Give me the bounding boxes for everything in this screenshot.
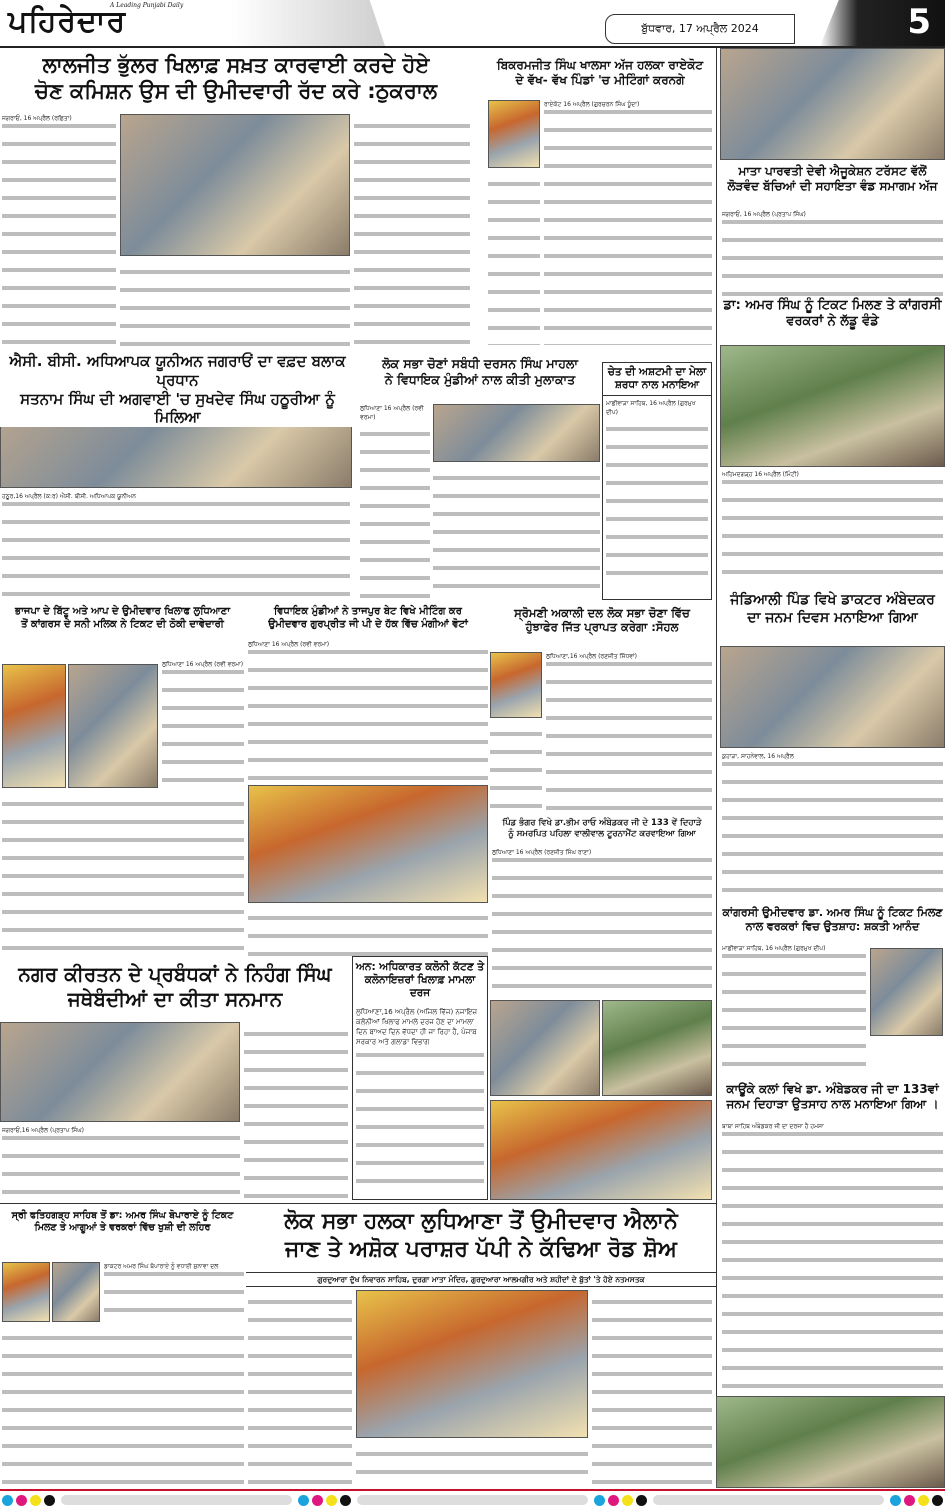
gray-bar xyxy=(357,1495,588,1505)
article-body xyxy=(722,944,866,1078)
portrait-photo xyxy=(52,1262,100,1322)
registration-strip xyxy=(0,1493,945,1507)
dateline: ਲੁਧਿਆਣਾ,16 ਅਪ੍ਰੈਲ (ਰਣਜੀਤ ਸਿੱਧਵਾਂ) xyxy=(546,652,712,662)
gray-bar xyxy=(653,1495,884,1505)
headline xyxy=(490,818,714,839)
headline-line: ਐਸੀ. ਬੀਸੀ. ਅਧਿਆਪਕ ਯੂਨੀਅਨ ਜਗਰਾਓਂ ਦਾ ਵਫ਼ਦ ਬਲਾਕ ਪ੍ਰਧਾਨ xyxy=(9,352,346,389)
headline-line: ਵਿਧਾਇਕ ਮੁੰਡੀਆਂ ਨੇ ਤਾਜਪੁਰ ਬੇਟ ਵਿਖੇ ਮੀਟਿੰਗ ਕਰ xyxy=(274,606,462,617)
headline-line: ਚੇਤ ਦੀ ਅਸ਼ਟਮੀ ਦਾ ਮੇਲਾ xyxy=(607,366,707,378)
dateline: ਜਗਰਾਓਂ, 16 ਅਪ੍ਰੈਲ (ਪ੍ਰਤਾਪ ਸਿੰਘ) xyxy=(722,210,943,220)
dateline: ਰਾਏਕੋਟ 16 ਅਪ੍ਰੈਲ (ਗੁਰਚਰਨ ਸਿੰਘ ਧੂੰਦਾ) xyxy=(544,100,712,110)
headline-line: ਲੋਕ ਸਭਾ ਹਲਕਾ ਲੁਧਿਆਣਾ ਤੋਂ ਉਮੀਦਵਾਰ ਐਲਾਨੇ xyxy=(284,1209,678,1234)
dateline: ਲੁਧਿਆਣਾ,16 ਅਪ੍ਰੈਲ (ਅਜਿਲ ਵਿੱਜ) ਨਜਾਇਜ਼ ਕਲੋਨੀਆਂ ਖਿਲਾਫ ਮਾਮਲੇ ਦਰਜ ਹੋਣ ਦਾ ਮਾਮਲਾ ਦਿਨ ਬਾਅਦ ਦਿਨ ਵੱਧਦਾ ਹੀ ਜਾ ਰਿਹਾ ਹੈ, ਪੰਜਾਬ ਸਰਕਾਰ ਅਤੇ ਗਲਾਡਾ ਵਿਭਾਗ xyxy=(356,1007,484,1048)
article-body xyxy=(606,399,708,584)
headline-line: ਉਮੀਦਵਾਰ ਗੁਰਪ੍ਰੀਤ ਜੀ ਪੀ ਦੇ ਹੱਕ ਵਿੱਚ ਮੰਗੀਆਂ ਵੋਟਾਂ xyxy=(268,618,468,630)
color-registration-marks xyxy=(890,1495,943,1506)
headline-line: ਪਿੰਡ ਭੰਗਰ ਵਿਖੇ ਡਾ.ਭੀਮ ਰਾਓ ਅੰਬੇਡਕਰ ਜੀ ਦੇ 133 ਵੇਂ ਦਿਹਾੜੇ xyxy=(502,818,702,828)
news-photo xyxy=(433,404,600,462)
headline xyxy=(0,606,245,631)
news-photo xyxy=(720,345,945,467)
headline-line: ਦੇ ਵੱਖ- ਵੱਖ ਪਿੰਡਾਂ 'ਚ ਮੀਟਿੰਗਾਂ ਕਰਨਗੇ xyxy=(515,73,685,87)
section-divider xyxy=(0,1203,716,1204)
headline xyxy=(0,962,350,1012)
headline xyxy=(353,957,487,1004)
dateline: ਹਠੂਰ,16 ਅਪ੍ਰੈਲ (ਕ:ਰ) ਐਸੀ. ਬੀਸੀ. ਅਧਿਆਪਕ ਯੂਨੀਅਨ xyxy=(2,492,350,502)
headline-line: ਲੋੜਵੰਦ ਬੱਚਿਆਂ ਦੀ ਸਹਾਇਤਾ ਵੰਡ ਸਮਾਗਮ ਅੱਜ xyxy=(727,179,938,193)
headline-line: ਭਾਜਪਾ ਦੇ ਬਿੱਟੂ ਅਤੇ ਆਪ ਦੇ ਉਮੀਦਵਾਰ ਖਿਲਾਫ ਲੁਧਿਆਣਾ xyxy=(14,606,231,617)
dateline: ਜਗਰਾਓਂ, 16 ਅਪ੍ਰੈਲ (ਰਛਿਤਾ) xyxy=(2,114,116,124)
article-body xyxy=(488,172,540,345)
headline-line: ਨੇ ਵਿਧਾਇਕ ਮੁੰਡੀਆਂ ਨਾਲ ਕੀਤੀ ਮੁਲਾਕਾਤ xyxy=(384,371,576,387)
headline-line: ਨਾਲ ਵਰਕਰਾਂ ਵਿਚ ਉਤਸ਼ਾਹ: ਸ਼ਕਤੀ ਆਨੰਦ xyxy=(745,919,920,933)
article-body xyxy=(360,404,430,600)
article-body xyxy=(354,114,470,346)
portrait-photo xyxy=(2,1262,50,1322)
article-body xyxy=(104,1262,244,1322)
news-photo xyxy=(490,1100,712,1200)
article-illegal-colony xyxy=(352,956,488,1200)
news-photo xyxy=(716,1396,945,1488)
news-photo xyxy=(68,664,158,788)
headline-line: ਨੂੰ ਸਮਰਪਿਤ ਪਹਿਲਾ ਵਾਲੀਵਾਲ ਟੂਰਨਾਮੈਂਟ ਕਰਵਾਇਆ ਗਿਆ xyxy=(508,828,696,839)
article-body xyxy=(722,1122,943,1394)
portrait-photo xyxy=(490,652,542,718)
issue-date: ਬੁੱਧਵਾਰ, 17 ਅਪ੍ਰੈਲ 2024 xyxy=(605,14,795,44)
news-photo xyxy=(602,1000,712,1096)
news-photo xyxy=(2,664,66,788)
dateline: ਜਗਰਾਓਂ,16 ਅਪ੍ਰੈਲ (ਪ੍ਰਤਾਪ ਸਿੰਘ) xyxy=(2,1126,240,1136)
news-photo xyxy=(120,114,350,256)
article-body xyxy=(248,906,488,956)
headline xyxy=(0,1210,245,1234)
headline xyxy=(246,1208,716,1263)
portrait-photo xyxy=(870,948,943,1036)
headline xyxy=(720,906,945,934)
headline-line: ਬਿਕਰਮਜੀਤ ਸਿੰਘ ਖਾਲਸਾ ਅੱਜ ਹਲਕਾ ਰਾਏਕੋਟ xyxy=(496,58,704,72)
headline xyxy=(603,363,711,396)
article-body xyxy=(492,848,712,998)
headline-line: ਸ਼ਰਧਾ ਨਾਲ ਮਨਾਇਆ xyxy=(614,379,700,392)
news-photo xyxy=(490,1000,600,1096)
article-body xyxy=(244,1022,348,1198)
article-body xyxy=(356,1442,588,1486)
headline-line: ਦਾ ਜਨਮ ਦਿਵਸ ਮਨਾਇਆ ਗਿਆ xyxy=(747,609,918,626)
article-body xyxy=(2,1326,244,1486)
dateline: ਲੁਧਿਆਣਾ 16 ਅਪ੍ਰੈਲ (ਰਵੀ ਵਰਮਾ) xyxy=(360,404,430,423)
article-body xyxy=(162,660,244,788)
page-number: 5 xyxy=(907,2,931,42)
headline xyxy=(720,298,945,331)
headline-line: ਮਾਤਾ ਪਾਰਵਤੀ ਦੇਵੀ ਐਜੂਕੇਸ਼ਨ ਟਰੱਸਟ ਵੱਲੋਂ xyxy=(738,164,927,178)
article-body xyxy=(248,640,488,782)
news-photo xyxy=(720,48,945,160)
article-body xyxy=(433,466,600,600)
color-registration-marks xyxy=(594,1495,647,1506)
article-body xyxy=(722,210,943,296)
article-body xyxy=(356,1007,484,1187)
masthead xyxy=(0,0,945,48)
headline-line: ਸ੍ਰੀ ਫਤਿਹਗੜ੍ਹ ਸਾਹਿਬ ਤੋਂ ਡਾ: ਅਮਰ ਸਿੰਘ ਬੋਪਾਰਾਏ ਨੂੰ ਟਿਕਟ xyxy=(11,1210,234,1221)
headline xyxy=(720,164,945,194)
article-body xyxy=(722,470,943,588)
headline xyxy=(486,58,714,88)
footer-rule xyxy=(0,1489,945,1491)
news-photo xyxy=(488,100,540,168)
dateline: ਲੁਧਿਆਣਾ 16 ਅਪ੍ਰੈਲ (ਰਵੀ ਵਰਮਾ) xyxy=(248,640,488,650)
news-photo xyxy=(248,785,488,903)
article-body xyxy=(490,722,542,812)
dateline: ਅਹਿਮਦਗੜ੍ਹ 16 ਅਪ੍ਰੈਲ (ਮਿੰਟੀ) xyxy=(722,470,943,480)
headline-line: ਅਨ: ਅਧਿਕਾਰਤ ਕਲੋਨੀ ਕੱਟਣ ਤੇ xyxy=(355,961,485,973)
article-body xyxy=(2,114,116,346)
tagline: A Leading Punjabi Daily xyxy=(110,2,184,9)
headline-line: ਚੋਣ ਕਮਿਸ਼ਨ ਉਸ ਦੀ ਉਮੀਦਵਾਰੀ ਰੱਦ ਕਰੇ :ਠੁਕਰਾਲ xyxy=(34,79,438,104)
dateline: ਲੁਧਿਆਣਾ 16 ਅਪ੍ਰੈਲ (ਰਣਜੀਤ ਸਿੰਘ ਰਾਣਾ) xyxy=(492,848,712,858)
headline-line: ਸਤਨਾਮ ਸਿੰਘ ਦੀ ਅਗਵਾਈ 'ਚ ਸੁਖਦੇਵ ਸਿੰਘ ਹਠੂਰੀਆ ਨੂੰ ਮਿਲਿਆ xyxy=(20,389,335,427)
color-registration-marks xyxy=(2,1495,55,1506)
article-body xyxy=(248,1290,352,1486)
article-body xyxy=(2,792,244,952)
headline xyxy=(0,52,472,105)
subheadline: ਗੁਰਦੁਆਰਾ ਦੁੱਖ ਨਿਵਾਰਨ ਸਾਹਿਬ, ਦੁਰਗਾ ਮਾਤਾ ਮੰਦਿਰ, ਗੁਰਦੁਆਰਾ ਆਲਮਗੀਰ ਅਤੇ ਸ਼ਹੀਦਾਂ ਦੇ ਬੁੱਤਾਂ 'ਤੇ ਹੋਏ ਨਤਮਸਤਕ xyxy=(246,1272,716,1287)
headline-line: ਕਲੋਨਾਇਜ਼ਰਾਂ ਖਿਲਾਫ਼ ਮਾਮਲਾ ਦਰਜ xyxy=(364,974,476,1000)
headline-line: ਲਾਲਜੀਤ ਭੁੱਲਰ ਖਿਲਾਫ਼ ਸਖ਼ਤ ਕਾਰਵਾਈ ਕਰਦੇ ਹੋਏ xyxy=(42,53,430,77)
article-body xyxy=(546,652,712,812)
article-chet-ashtami xyxy=(602,362,712,600)
article-body xyxy=(722,752,943,904)
headline-line: ਸ੍ਰੋਮਣੀ ਅਕਾਲੀ ਦਲ ਲੋਕ ਸਭਾ ਚੋਣਾ ਵਿੱਚ xyxy=(514,606,690,620)
dateline: ਡਾਕਟਰ ਅਮਰ ਸਿੰਘ ਬੋਪਾਰਾਏ ਨੂੰ ਵਧਾਈ ਸੁਨਾਵਾ ਦਲ xyxy=(104,1262,244,1272)
column-divider xyxy=(716,48,717,1488)
headline-line: ਕਾਂਗਰਸੀ ਉਮੀਦਵਾਰ ਡਾ. ਅਮਰ ਸਿੰਘ ਨੂੰ ਟਿਕਟ ਮਿਲਣ xyxy=(722,906,943,919)
headline-line: ਜਥੇਬੰਦੀਆਂ ਦਾ ਕੀਤਾ ਸਨਮਾਨ xyxy=(67,987,283,1011)
headline-line: ਲੋਕ ਸਭਾ ਚੋਣਾਂ ਸਬੰਧੀ ਦਰਸਨ ਸਿੰਘ ਮਾਹਲਾ xyxy=(382,356,578,371)
headline-line: ਨਗਰ ਕੀਰਤਨ ਦੇ ਪ੍ਰਬੰਧਕਾਂ ਨੇ ਨਿਹੰਗ ਸਿੰਘ xyxy=(18,962,332,986)
news-photo xyxy=(356,1290,588,1438)
headline xyxy=(720,1082,945,1112)
dateline: ਮਾਛੀਵਾੜਾ ਸਾਹਿਬ, 16 ਅਪ੍ਰੈਲ (ਗੁਰਮੁਖ ਦੀਪ) xyxy=(722,944,866,954)
gray-bar xyxy=(61,1495,292,1505)
news-photo xyxy=(0,1022,240,1122)
article-body xyxy=(2,1126,240,1198)
headline xyxy=(720,592,945,627)
headline-line: ਮਿਲਣ ਤੇ ਆਗੂਆਂ ਤੇ ਵਰਕਰਾਂ ਵਿੱਚ ਖੁਸ਼ੀ ਦੀ ਲਹਿਰ xyxy=(34,1221,211,1233)
dateline: ਕੁਹਾੜਾ, ਸਾਹਨੇਵਾਲ, 16 ਅਪ੍ਰੈਲ xyxy=(722,752,943,762)
dateline: ਮਾਛੀਵਾੜਾ ਸਾਹਿਬ, 16 ਅਪ੍ਰੈਲ (ਗੁਰਮੁਖ ਦੀਪ) xyxy=(606,399,708,418)
article-body xyxy=(120,260,350,346)
dateline: ਲੁਧਿਆਣਾ 16 ਅਪ੍ਰੈਲ (ਰਵੀ ਵਰਮਾ) xyxy=(162,661,244,668)
article-body xyxy=(544,100,712,345)
color-registration-marks xyxy=(298,1495,351,1506)
article-body xyxy=(2,492,350,600)
headline xyxy=(358,356,602,387)
newspaper-logo: ਪਹਿਰੇਦਾਰ xyxy=(8,4,127,39)
headline-line: ਡਾ: ਅਮਰ ਸਿੰਘ ਨੂੰ ਟਿਕਟ ਮਿਲਣ ਤੇ ਕਾਂਗਰਸੀ xyxy=(723,298,942,313)
headline xyxy=(246,606,490,631)
headline-line: ਹੁੰਝਾਫੇਰ ਜਿੱਤ ਪ੍ਰਾਪਤ ਕਰੇਗਾ :ਸੋਹਲ xyxy=(525,620,679,635)
news-photo xyxy=(720,646,945,748)
headline-line: ਤੋਂ ਕਾਂਗਰਸ ਦੇ ਸਨੀ ਮਲਿਕ ਨੇ ਟਿਕਟ ਦੀ ਠੋਕੀ ਦਾਵੇਦਾਰੀ xyxy=(21,618,224,630)
headline xyxy=(490,606,714,635)
article-body xyxy=(592,1290,712,1486)
headline-line: ਜਾਣ ਤੇ ਅਸ਼ੋਕ ਪਰਾਸ਼ਰ ਪੱਪੀ ਨੇ ਕੱਢਿਆ ਰੋਡ ਸ਼ੋਅ xyxy=(285,1236,677,1262)
headline-line: ਜਨਮ ਦਿਹਾੜਾ ਉਤਸਾਹ ਨਾਲ ਮਨਾਇਆ ਗਿਆ । xyxy=(726,1097,939,1111)
headline-line: ਜੰਡਿਆਲੀ ਪਿੰਡ ਵਿਖੇ ਡਾਕਟਰ ਅੰਬੇਦਕਰ xyxy=(730,592,935,608)
headline-line: ਵਰਕਰਾਂ ਨੇ ਲੱਡੂ ਵੰਡੇ xyxy=(786,314,879,330)
headline-line: ਕਾਊਂਕੇ ਕਲਾਂ ਵਿਖੇ ਡਾ. ਅੰਬੇਡਕਰ ਜੀ ਦਾ 133ਵਾਂ xyxy=(726,1082,939,1096)
headline xyxy=(0,352,355,427)
dateline: ਬਾਬਾ ਸਾਹਿਬ ਅੰਬੇਡਕਰ ਜੀ ਦਾ ਦਰਜਾ ਹੈ ਹਮਸਾ xyxy=(722,1122,943,1132)
